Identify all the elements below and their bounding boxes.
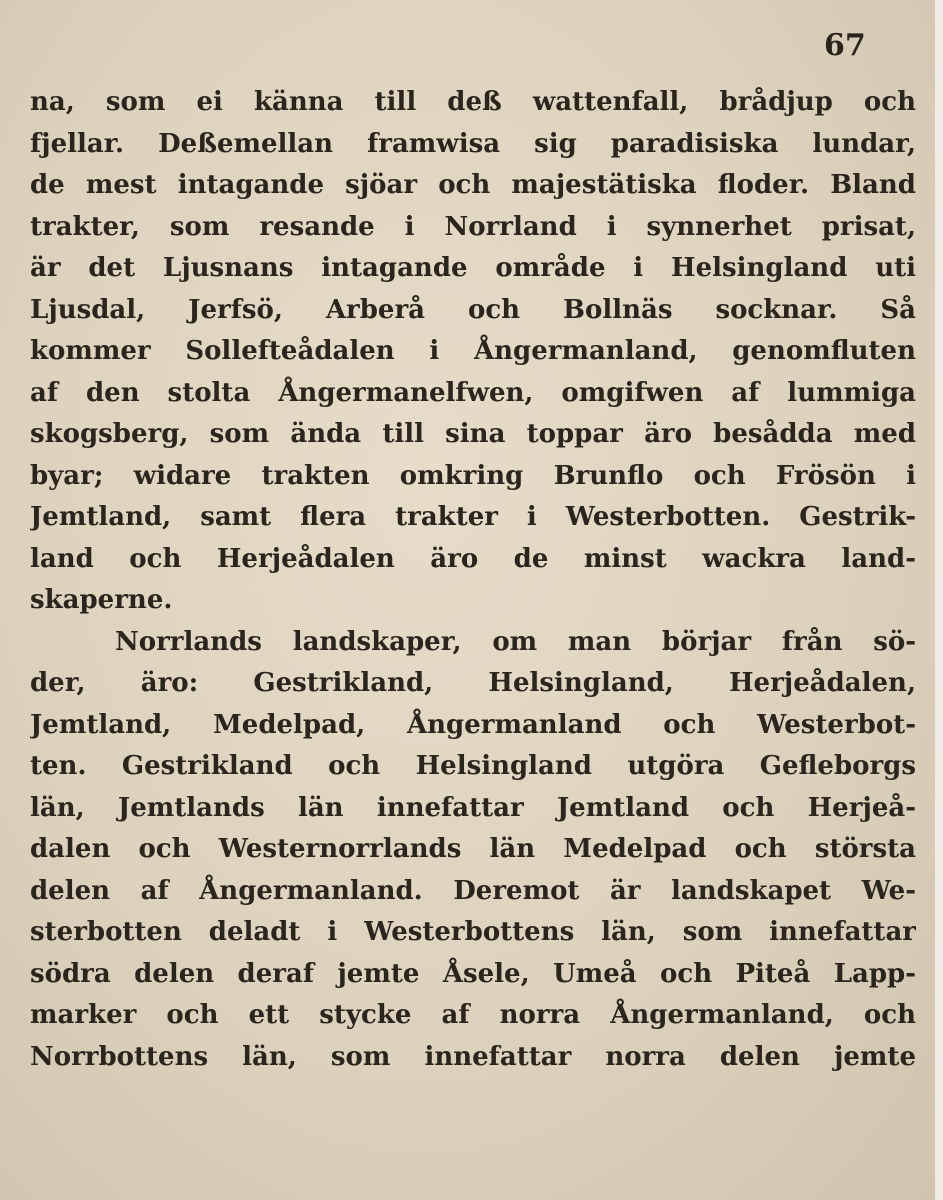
text-line: na, som ei känna till deß wattenfall, brådjup och [30, 87, 916, 117]
text-line: trakter, som resande i Norrland i synnerhet prisat, [30, 211, 916, 242]
text-line: de mest intagande sjöar och majestätiska floder. Bland [30, 170, 916, 200]
text-line: Ljusdal, Jerfsö, Arberå och Bollnäs socknar. Så [30, 294, 916, 325]
text-line: delen af Ångermanland. Deremot är landskapet We- [30, 875, 916, 906]
text-line: sterbotten deladt i Westerbottens län, som innefattar [30, 917, 916, 947]
text-line: Jemtland, Medelpad, Ångermanland och Westerbot- [30, 709, 916, 740]
text-line: byar; widare trakten omkring Brunflo och Frösön i [30, 460, 916, 491]
text-line: län, Jemtlands län innefattar Jemtland och Herjeå- [30, 792, 916, 823]
text-line: södra delen deraf jemte Åsele, Umeå och Piteå Lapp- [30, 958, 916, 989]
page-edge [935, 0, 943, 1200]
text-line: Jemtland, samt flera trakter i Westerbotten. Gestrik- [30, 502, 916, 532]
text-line: ten. Gestrikland och Helsingland utgöra Gefleborgs [30, 751, 916, 781]
text-line: land och Herjeådalen äro de minst wackra land- [30, 543, 916, 574]
text-line: skaperne. [30, 585, 173, 615]
body-text [30, 82, 916, 1078]
text-line: skogsberg, som ända till sina toppar äro besådda med [30, 419, 916, 449]
text-line: af den stolta Ångermanelfwen, omgifwen af lummiga [30, 377, 916, 408]
text-line: är det Ljusnans intagande område i Helsingland uti [30, 253, 916, 283]
page-number: 67 [824, 28, 866, 63]
text-line: kommer Sollefteådalen i Ångermanland, genomfluten [30, 336, 916, 366]
text-line: marker och ett stycke af norra Ångermanland, och [30, 1000, 916, 1030]
text-line: dalen och Westernorrlands län Medelpad och största [30, 834, 916, 864]
text-line: fjellar. Deßemellan framwisa sig paradisiska lundar, [30, 128, 916, 159]
text-line: der, äro: Gestrikland, Helsingland, Herjeådalen, [30, 668, 916, 698]
text-line: Norrbottens län, som innefattar norra delen jemte [30, 1041, 916, 1072]
text-line: Norrlands landskaper, om man börjar från sö- [115, 626, 916, 657]
